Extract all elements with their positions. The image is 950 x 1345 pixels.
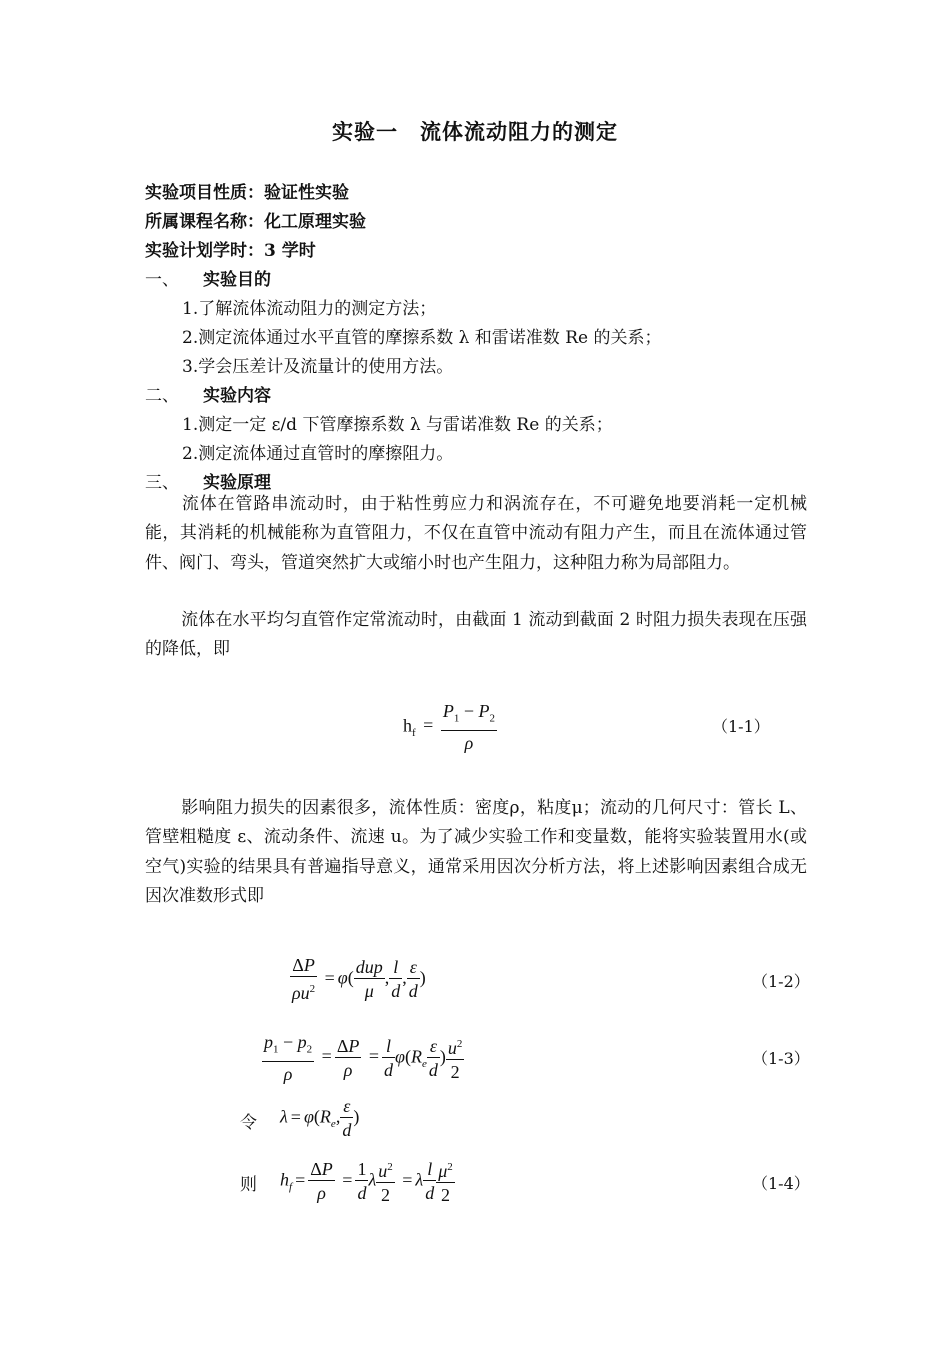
lambda-definition: $\lambda = \varphi(R_e$, $\frac{\varepsilon}{d}$ ) (280, 1096, 360, 1140)
section-1-number: 一、 (145, 270, 179, 290)
equation-number: （1-4） (752, 1174, 810, 1193)
section-2-item: 2.测定流体通过直管时的摩擦阻力。 (182, 444, 454, 464)
equation-number: （1-3） (752, 1049, 810, 1068)
section-2-item: 1.测定一定 ε/d 下管摩擦系数 λ 与雷诺准数 Re 的关系； (182, 415, 613, 435)
section-2-header (145, 381, 271, 406)
section-3-heading: 实验原理 (203, 473, 271, 493)
meta-nature: 实验项目性质：验证性实验 (145, 183, 349, 203)
then-label: 则 (240, 1175, 257, 1195)
section-1-heading: 实验目的 (203, 270, 271, 290)
section-1-header (145, 265, 271, 290)
section-1-item: 1.了解流体流动阻力的测定方法； (182, 299, 437, 319)
section-1-item: 3.学会压差计及流量计的使用方法。 (182, 357, 454, 377)
principle-paragraph-1: 流体在管路串流动时，由于粘性剪应力和涡流存在，不可避免地要消耗一定机械能，其消耗的机械能称为直管阻力，不仅在直管中流动有阻力产生，而且在流体通过管件、阀门、弯头，管道突然扩大或缩小时也产生阻力，这种阻力称为局部阻力。 (145, 494, 807, 573)
page-title: 实验一 流体流动阻力的测定 (332, 119, 618, 144)
equation-1-2: $\frac{\Delta P}{\rho u^2}$ = φ( $\frac{\text{dup}}{\mu}$ , $\frac{l}{d}$ , $\frac{\varepsilon}{d}$ ) (292, 955, 426, 1003)
meta-hours: 实验计划学时：3 学时 (145, 241, 316, 261)
section-1-item: 2.测定流体通过水平直管的摩擦系数 λ 和雷诺准数 Re 的关系； (182, 328, 662, 348)
equation-number: （1-1） (712, 717, 770, 736)
section-3-number: 三、 (145, 473, 179, 493)
principle-paragraph-3: 影响阻力损失的因素很多，流体性质：密度ρ，粘度μ；流动的几何尺寸：管长 L、管壁粗糙度 ε、流动条件、流速 u。为了减少实验工作和变量数，能将实验装置用水(或空气)实验的结果具有普遍指导意义，通常采用因次分析方法，将上述影响因素组合成无因次准数形式即 (145, 798, 807, 906)
equation-1-3: $\frac{p_1 - p_2}{\rho}$ = $\frac{\Delta P}{\rho}$ = $\frac{l}{d}$ $\varphi(R_e$ $\frac{\varepsilon}{d}$ ) $\frac{u^2}{2}$ (264, 1032, 463, 1084)
section-2-heading: 实验内容 (203, 386, 271, 406)
let-label: 令 (240, 1113, 257, 1133)
equation-1-4: $h_f$ = $\frac{\Delta P}{\rho}$ = $\frac{1}{d}$ λ $\frac{u^2}{2}$ = λ $\frac{l}{d}$ $\frac{\mu^2}{2}$ (280, 1156, 455, 1207)
meta-course: 所属课程名称：化工原理实验 (145, 212, 366, 232)
equation-number: （1-2） (752, 972, 810, 991)
equation-1-1: $h_f$ = $\frac{P_1 - P_2}{\rho}$ (403, 701, 495, 753)
section-2-number: 二、 (145, 386, 179, 406)
principle-paragraph-2: 流体在水平均匀直管作定常流动时，由截面 1 流动到截面 2 时阻力损失表现在压强的降低，即 (145, 610, 807, 660)
